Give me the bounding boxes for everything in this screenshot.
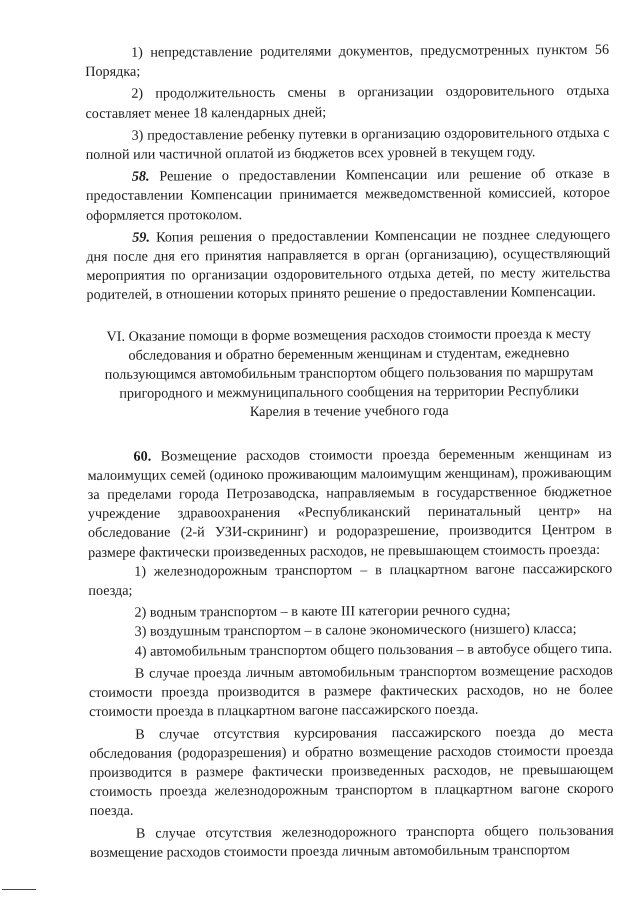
paragraph-number: 58.	[131, 168, 150, 185]
paragraph: В случае отсутствия железнодорожного транспорта общего пользования возмещение расходов стоимости проезда личным автомобильным транспортом	[89, 822, 614, 861]
section-heading: VI. Оказание помощи в форме возмещения расходов стоимости проезда к месту обследования и обратно беременным женщинам и студентам, ежедневно пользующимся автомобильным транспортом общего пользования по маршрутам пригородного и межмуниципального сообщения на территории Республики Карелия в течение учебного года	[104, 325, 594, 421]
paragraph: В случае отсутствия курсирования пассажирского поезда до места обследования (родоразрешения) и обратно возмещение расходов стоимости проезда производится в размере фактически произведенных расходов, не превышающем стоимость проезда железнодорожным транспортом в плацкартном вагоне скорого поезда.	[89, 723, 614, 820]
paragraph-text: Возмещение расходов стоимости проезда беременным женщинам из малоимущих семей (одиноко проживающим малоимущим женщинам), проживающим за пределами города Петрозаводска, направляемым в государственное бюджетное учреждение здравоохранения «Республиканский перинатальный центр» на обследование (2-й УЗИ-скрининг) и родоразрешение, производится Центром в размере фактически произведенных расходов, не превышающем стоимость проезда:	[87, 445, 613, 561]
document-body	[85, 41, 614, 863]
list-item: 2) продолжительность смены в организации оздоровительного отдыха составляет менее 18 календарных дней;	[85, 83, 610, 122]
paragraph-number: 60.	[133, 448, 152, 465]
list-item: 4) автомобильным транспортом общего пользования – в автобусе общего типа.	[134, 640, 613, 660]
list-item: 1) непредставление родителями документов, предусмотренных пунктом 56 Порядка;	[85, 41, 610, 81]
paragraph: В случае проезда личным автомобильным транспортом возмещение расходов стоимости проезда производится в размере фактических расходов, но не более стоимости проезда в плацкартном вагоне пассажирского поезда.	[88, 662, 614, 721]
paragraph-number: 59.	[132, 229, 150, 246]
paragraph-text: Копия решения о предоставлении Компенсации не позднее следующего дня после дня его принятия направляется в орган (организацию), осуществляющий мероприятия по организации оздоровительного отдыха детей, по месту жительства родителей, в отношении которых принято решение о предоставлении Компенсации.	[86, 226, 611, 304]
paragraph-text: Решение о предоставлении Компенсации или решение об отказе в предоставлении Компенсации принимается межведомственной комиссией, которое оформляется протоколом.	[85, 166, 610, 224]
paragraph-60	[87, 444, 612, 562]
paragraph-59	[86, 226, 610, 306]
list-item: 2) водным транспортом – в каюте III категории речного судна;	[134, 602, 511, 621]
paragraph-58	[86, 165, 610, 226]
list-item: 3) воздушным транспортом – в салоне экономического (низшего) класса;	[134, 621, 577, 641]
footer-divider	[2, 889, 36, 890]
list-item: 3) предоставление ребенку путевки в организацию оздоровительного отдыха с полной или частичной оплатой из бюджетов всех уровней в текущем году.	[85, 124, 610, 164]
list-item: 1) железнодорожным транспортом – в плацкартном вагоне пассажирского поезда;	[88, 560, 613, 600]
